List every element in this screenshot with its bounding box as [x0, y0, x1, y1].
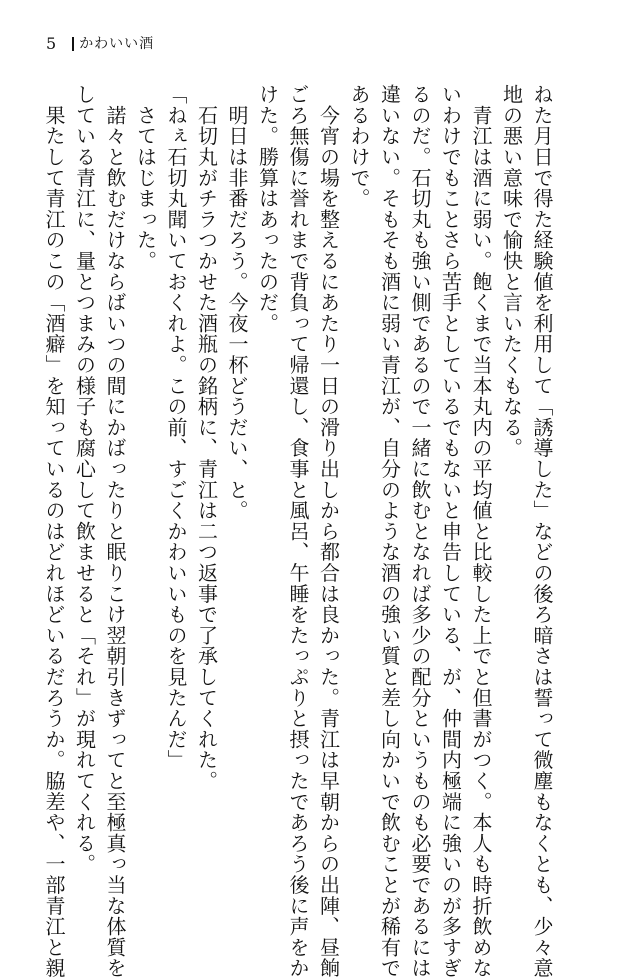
text-line: 地の悪い意味で愉快と言いたくもなる。 [499, 84, 524, 459]
page-number: 5 [46, 34, 57, 53]
text-line: あるわけで。 [347, 84, 371, 209]
text-line: 今宵の場を整えるにあたり一日の滑り出しから都合は良かった。青江は早朝からの出陣、昼餉 [316, 84, 341, 978]
text-line: さてはじまった。 [133, 84, 158, 272]
text-line: している青江に、量とつまみの様子も腐心して飲ませると「それ」が現れてくれる。 [72, 84, 97, 875]
text-line: 違いない。そもそも酒に弱い青江が、自分のような酒の強い質と差し向かいで飲むことが稀有で [377, 84, 402, 978]
text-line: いわけでもことさら苦手としているでもないと申告している、が、仲間内極端に強いのが多すぎ [438, 84, 463, 978]
body-text [42, 84, 557, 978]
page-header [46, 36, 154, 52]
text-line: ねた月日で得た経験値を利用して「誘導した」などの後ろ暗さは誓って微塵もなくとも、少々意 [530, 84, 554, 978]
text-line: 青江は酒に弱い。飽くまで当本丸内の平均値と比較した上でと但書がつく。本人も時折飲めな [469, 84, 493, 978]
text-line: ごろ無傷に誉れまで背負って帰還し、食事と風呂、午睡をたっぷりと摂ったであろう後に声をか [286, 84, 310, 978]
header-divider [72, 37, 74, 51]
text-line: 石切丸がチラつかせた酒瓶の銘柄に、青江は二つ返事で了承してくれた。 [194, 84, 219, 792]
text-line: けた。勝算はあったのだ。 [255, 84, 280, 334]
text-line: るのだ。石切丸も強い側であるので一緒に飲むとなれば多少の配分というものも必要であるには [408, 84, 432, 978]
running-title: かわいい酒 [79, 36, 155, 52]
text-line: 諾々と飲むだけならばいつの間にかばったりと眠りこけ翌朝引きずってと至極真っ当な体質を [103, 84, 127, 978]
text-line: 「ねぇ石切丸聞いておくれよ。この前、すごくかわいいものを見たんだ」 [164, 84, 188, 771]
text-line: 果たして青江のこの「酒癖」を知っているのはどれほどいるだろうか。脇差や、一部青江と親 [42, 84, 66, 978]
text-line: 明日は非番だろう。今夜一杯どうだい、と。 [225, 84, 249, 521]
